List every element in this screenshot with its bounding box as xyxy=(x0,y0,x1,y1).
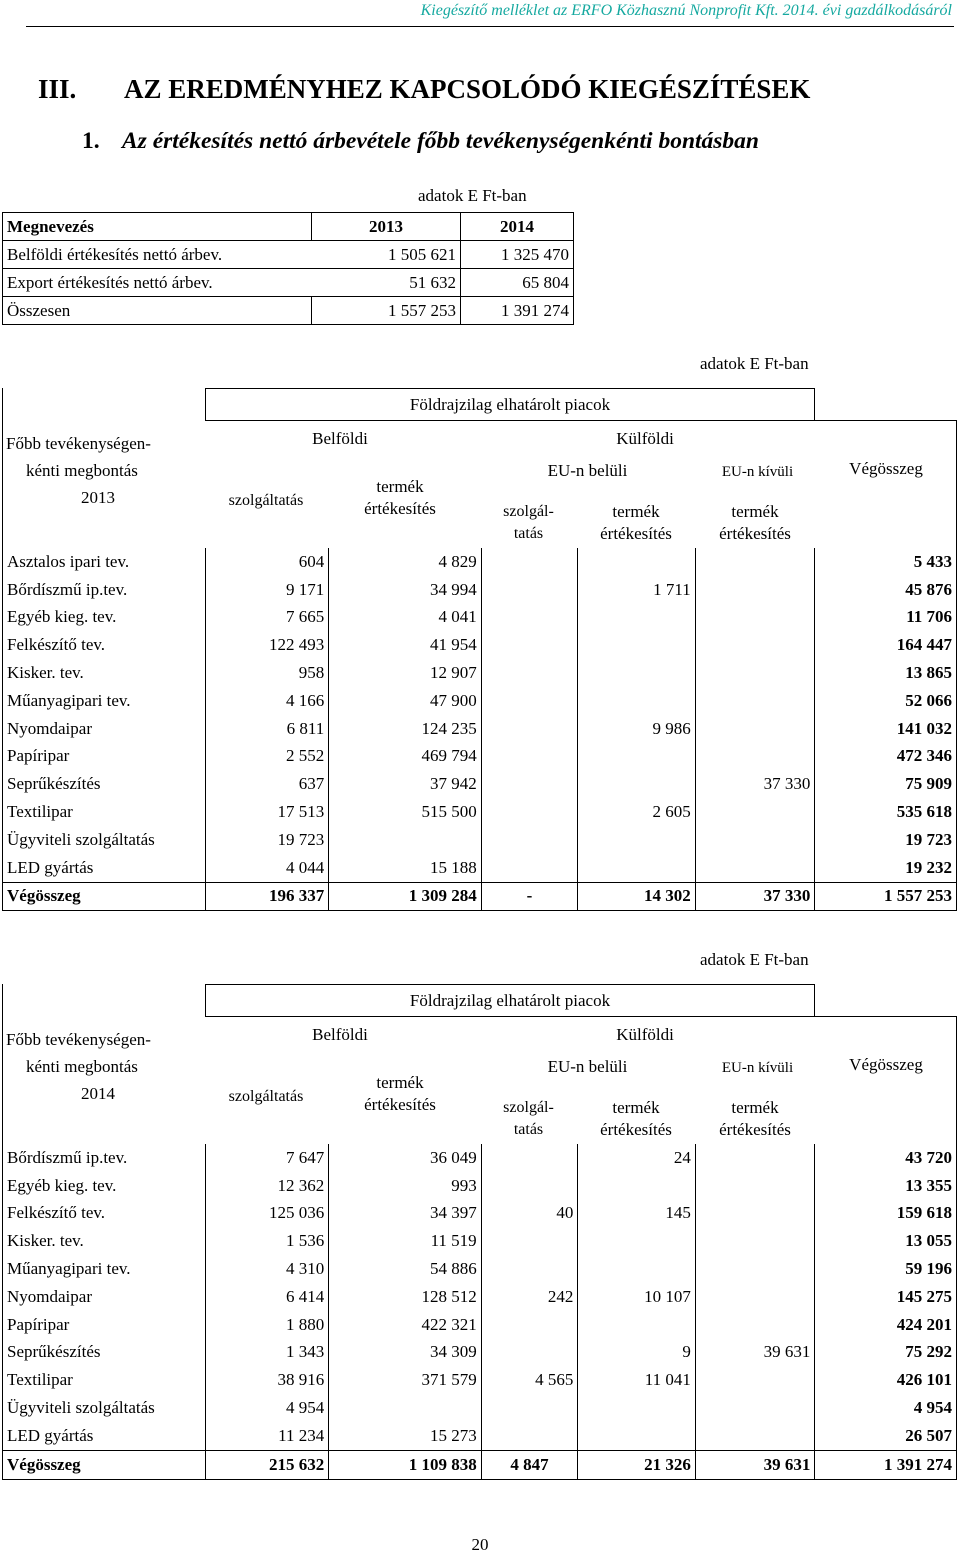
cell-value: 54 886 xyxy=(329,1255,481,1283)
cell-value: 4 166 xyxy=(205,687,329,715)
cell-value xyxy=(695,1172,815,1200)
cell-value xyxy=(481,548,577,576)
row-label: Textilipar xyxy=(3,798,206,826)
cell-value: 1 343 xyxy=(205,1339,329,1367)
foreign-heading: Külföldi xyxy=(616,1025,674,1044)
cell-value: 159 618 xyxy=(815,1200,957,1228)
table-row xyxy=(3,1172,957,1200)
cell-value: 2 605 xyxy=(578,798,696,826)
cell-value: 6 811 xyxy=(205,715,329,743)
cell-value: 52 066 xyxy=(815,687,957,715)
row-label: LED gyártás xyxy=(3,1422,206,1450)
total-value: 196 337 xyxy=(205,882,329,911)
header-rule xyxy=(26,26,954,27)
cell-value: 43 720 xyxy=(815,1144,957,1172)
product-sales-heading: termék értékesítés xyxy=(364,1073,436,1114)
cell-value: 24 xyxy=(578,1144,696,1172)
table-row xyxy=(3,1422,957,1450)
cell-value: 371 579 xyxy=(329,1366,481,1394)
cell-value xyxy=(578,1255,696,1283)
cell-value: 604 xyxy=(205,548,329,576)
eu-inside-heading: EU-n belüli xyxy=(547,461,628,480)
cell-value xyxy=(481,826,577,854)
row-label: Felkészítő tev. xyxy=(3,631,206,659)
cell-value: 637 xyxy=(205,770,329,798)
cell-value: 75 292 xyxy=(815,1339,957,1367)
service-heading: szolgáltatás xyxy=(228,1088,304,1105)
cell-value xyxy=(481,576,577,604)
summary-value: 1 391 274 xyxy=(461,297,574,325)
row-label: Egyéb kieg. tev. xyxy=(3,1172,206,1200)
product-sales-heading: termék értékesítés xyxy=(364,477,436,518)
table-row xyxy=(3,604,957,632)
table-row xyxy=(3,854,957,882)
cell-value: 4 829 xyxy=(329,548,481,576)
row-label: Felkészítő tev. xyxy=(3,1200,206,1228)
cell-value: 958 xyxy=(205,659,329,687)
table-row xyxy=(3,576,957,604)
total-value: 14 302 xyxy=(578,882,696,911)
product-sales-heading: termék értékesítés xyxy=(719,1098,791,1139)
unit-note: adatok E Ft-ban xyxy=(700,354,809,373)
summary-header-row xyxy=(3,213,574,241)
eu-outside-heading: EU-n kívüli xyxy=(721,464,794,480)
summary-label: Export értékesítés nettó árbev. xyxy=(3,269,312,297)
total-label: Végösszeg xyxy=(3,882,206,911)
cell-value: 40 xyxy=(481,1200,578,1228)
subsection-number: 1. xyxy=(82,128,100,154)
breakdown-table xyxy=(2,548,957,911)
product-sales-heading: termék értékesítés xyxy=(600,1098,672,1139)
cell-value: 12 907 xyxy=(329,659,481,687)
summary-value: 1 325 470 xyxy=(461,241,574,269)
cell-value: 145 xyxy=(578,1200,696,1228)
cell-value xyxy=(481,687,577,715)
unit-note: adatok E Ft-ban xyxy=(700,950,809,969)
table-row xyxy=(3,826,957,854)
product-sales-heading: termék értékesítés xyxy=(600,502,672,543)
cell-value xyxy=(578,659,696,687)
domestic-heading: Belföldi xyxy=(312,1025,368,1044)
cell-value xyxy=(695,1366,815,1394)
cell-value: 11 519 xyxy=(329,1227,481,1255)
summary-value: 51 632 xyxy=(312,269,461,297)
cell-value xyxy=(481,1227,578,1255)
table-row xyxy=(3,1200,957,1228)
cell-value: 993 xyxy=(329,1172,481,1200)
cell-value xyxy=(695,604,815,632)
table-row xyxy=(3,659,957,687)
geo-markets-heading: Földrajzilag elhatárolt piacok xyxy=(409,395,611,414)
cell-value: 469 794 xyxy=(329,743,481,771)
cell-value: 36 049 xyxy=(329,1144,481,1172)
cell-value xyxy=(481,743,577,771)
cell-value: 122 493 xyxy=(205,631,329,659)
cell-value: 15 188 xyxy=(329,854,481,882)
cell-value: 242 xyxy=(481,1283,578,1311)
cell-value: 7 647 xyxy=(205,1144,329,1172)
cell-value xyxy=(578,687,696,715)
cell-value: 4 041 xyxy=(329,604,481,632)
eu-inside-heading: EU-n belüli xyxy=(547,1057,628,1076)
table-row xyxy=(3,1311,957,1339)
cell-value: 4 565 xyxy=(481,1366,578,1394)
cell-value xyxy=(481,1422,578,1450)
cell-value xyxy=(578,604,696,632)
summary-row xyxy=(3,269,574,297)
summary-value: 1 557 253 xyxy=(312,297,461,325)
row-label: Bőrdíszmű ip.tev. xyxy=(3,1144,206,1172)
row-label: Nyomdaipar xyxy=(3,715,206,743)
row-label: Ügyviteli szolgáltatás xyxy=(3,1394,206,1422)
row-label: Nyomdaipar xyxy=(3,1283,206,1311)
subsection-heading xyxy=(82,128,759,155)
row-label: Műanyagipari tev. xyxy=(3,687,206,715)
row-label: Kisker. tev. xyxy=(3,1227,206,1255)
cell-value xyxy=(695,576,815,604)
cell-value: 13 355 xyxy=(815,1172,957,1200)
cell-value xyxy=(481,854,577,882)
summary-unit-note: adatok E Ft-ban xyxy=(418,186,527,205)
service-heading: szolgáltatás xyxy=(228,492,304,509)
cell-value xyxy=(481,1144,578,1172)
total-value: 1 309 284 xyxy=(329,882,481,911)
cell-value xyxy=(481,1172,578,1200)
table-row xyxy=(3,1283,957,1311)
row-label: Egyéb kieg. tev. xyxy=(3,604,206,632)
cell-value xyxy=(481,1394,578,1422)
cell-value: 1 880 xyxy=(205,1311,329,1339)
cell-value xyxy=(578,826,696,854)
page-number: 20 xyxy=(471,1535,489,1554)
summary-value: 1 505 621 xyxy=(312,241,461,269)
cell-value: 10 107 xyxy=(578,1283,696,1311)
cell-value: 13 055 xyxy=(815,1227,957,1255)
cell-value xyxy=(695,1394,815,1422)
cell-value: 4 954 xyxy=(815,1394,957,1422)
cell-value: 2 552 xyxy=(205,743,329,771)
total-value: 1 557 253 xyxy=(815,882,957,911)
section-title: AZ EREDMÉNYHEZ KAPCSOLÓDÓ KIEGÉSZÍTÉSEK xyxy=(124,74,811,104)
cell-value: 34 397 xyxy=(329,1200,481,1228)
domestic-heading: Belföldi xyxy=(312,429,368,448)
cell-value: 19 232 xyxy=(815,854,957,882)
cell-value xyxy=(481,631,577,659)
cell-value: 15 273 xyxy=(329,1422,481,1450)
total-value: 39 631 xyxy=(695,1450,815,1479)
grand-total-heading: Végösszeg xyxy=(849,1055,923,1074)
table-row xyxy=(3,1394,957,1422)
cell-value: 38 916 xyxy=(205,1366,329,1394)
cell-value: 17 513 xyxy=(205,798,329,826)
cell-value: 164 447 xyxy=(815,631,957,659)
table-row xyxy=(3,770,957,798)
row-label: Kisker. tev. xyxy=(3,659,206,687)
subsection-title: Az értékesítés nettó árbevétele főbb tevékenységenkénti bontásban xyxy=(122,128,760,154)
row-label: Papíripar xyxy=(3,1311,206,1339)
cell-value: 11 041 xyxy=(578,1366,696,1394)
cell-value: 1 536 xyxy=(205,1227,329,1255)
total-value: 4 847 xyxy=(481,1450,578,1479)
cell-value: 145 275 xyxy=(815,1283,957,1311)
cell-value: 125 036 xyxy=(205,1200,329,1228)
total-value: - xyxy=(481,882,577,911)
product-sales-heading: termék értékesítés xyxy=(719,502,791,543)
cell-value: 12 362 xyxy=(205,1172,329,1200)
summary-row xyxy=(3,241,574,269)
table-row xyxy=(3,743,957,771)
cell-value: 34 994 xyxy=(329,576,481,604)
cell-value xyxy=(695,798,815,826)
summary-label: Belföldi értékesítés nettó árbev. xyxy=(3,241,312,269)
breakdown-table xyxy=(2,1144,957,1480)
table-row xyxy=(3,548,957,576)
row-label: Seprűkészítés xyxy=(3,1339,206,1367)
summary-header-cell: 2013 xyxy=(312,213,461,241)
total-row xyxy=(3,882,957,911)
cell-value xyxy=(578,743,696,771)
section-number: III. xyxy=(38,74,77,104)
cell-value xyxy=(578,1311,696,1339)
cell-value xyxy=(695,548,815,576)
cell-value: 37 942 xyxy=(329,770,481,798)
table-row xyxy=(3,1255,957,1283)
cell-value xyxy=(695,687,815,715)
cell-value xyxy=(695,1255,815,1283)
cell-value xyxy=(578,854,696,882)
section-heading xyxy=(38,74,810,105)
total-value: 37 330 xyxy=(695,882,815,911)
cell-value xyxy=(695,743,815,771)
running-header: Kiegészítő melléklet az ERFO Közhasznú Nonprofit Kft. 2014. évi gazdálkodásáról xyxy=(420,2,952,19)
cell-value: 4 954 xyxy=(205,1394,329,1422)
table-row xyxy=(3,798,957,826)
table-row xyxy=(3,715,957,743)
total-value: 21 326 xyxy=(578,1450,696,1479)
cell-value xyxy=(695,1283,815,1311)
cell-value xyxy=(695,826,815,854)
cell-value: 141 032 xyxy=(815,715,957,743)
cell-value xyxy=(329,1394,481,1422)
cell-value: 9 986 xyxy=(578,715,696,743)
table-row xyxy=(3,1339,957,1367)
row-label: Műanyagipari tev. xyxy=(3,1255,206,1283)
total-label: Végösszeg xyxy=(3,1450,206,1479)
summary-header-cell: Megnevezés xyxy=(3,213,312,241)
cell-value xyxy=(695,659,815,687)
cell-value: 39 631 xyxy=(695,1339,815,1367)
cell-value: 13 865 xyxy=(815,659,957,687)
cell-value xyxy=(695,1144,815,1172)
cell-value xyxy=(481,604,577,632)
table-row xyxy=(3,1366,957,1394)
cell-value xyxy=(695,631,815,659)
cell-value xyxy=(481,659,577,687)
cell-value: 422 321 xyxy=(329,1311,481,1339)
summary-table xyxy=(2,212,574,325)
cell-value xyxy=(578,1422,696,1450)
activity-breakdown-heading: Főbb tevékenységen- kénti megbontás 2013 xyxy=(6,434,151,507)
geo-markets-heading: Földrajzilag elhatárolt piacok xyxy=(409,991,611,1010)
cell-value xyxy=(329,826,481,854)
cell-value: 4 310 xyxy=(205,1255,329,1283)
cell-value xyxy=(695,1422,815,1450)
foreign-heading: Külföldi xyxy=(616,429,674,448)
summary-label: Összesen xyxy=(3,297,312,325)
cell-value: 11 706 xyxy=(815,604,957,632)
cell-value: 34 309 xyxy=(329,1339,481,1367)
total-value: 215 632 xyxy=(205,1450,329,1479)
table-row xyxy=(3,1227,957,1255)
summary-value: 65 804 xyxy=(461,269,574,297)
cell-value: 19 723 xyxy=(815,826,957,854)
eu-outside-heading: EU-n kívüli xyxy=(721,1060,794,1076)
total-row xyxy=(3,1450,957,1479)
cell-value xyxy=(578,1227,696,1255)
cell-value: 19 723 xyxy=(205,826,329,854)
cell-value: 128 512 xyxy=(329,1283,481,1311)
summary-header-cell: 2014 xyxy=(461,213,574,241)
total-value: 1 391 274 xyxy=(815,1450,957,1479)
cell-value: 424 201 xyxy=(815,1311,957,1339)
cell-value xyxy=(481,1255,578,1283)
table-row xyxy=(3,687,957,715)
cell-value xyxy=(578,1172,696,1200)
cell-value xyxy=(578,631,696,659)
cell-value: 535 618 xyxy=(815,798,957,826)
row-label: Papíripar xyxy=(3,743,206,771)
cell-value: 9 171 xyxy=(205,576,329,604)
cell-value xyxy=(578,770,696,798)
row-label: Textilipar xyxy=(3,1366,206,1394)
cell-value xyxy=(695,1311,815,1339)
cell-value: 7 665 xyxy=(205,604,329,632)
row-label: LED gyártás xyxy=(3,854,206,882)
cell-value xyxy=(481,770,577,798)
cell-value: 26 507 xyxy=(815,1422,957,1450)
cell-value: 124 235 xyxy=(329,715,481,743)
cell-value: 45 876 xyxy=(815,576,957,604)
row-label: Ügyviteli szolgáltatás xyxy=(3,826,206,854)
service-heading-split: szolgál- tatás xyxy=(503,1099,554,1138)
cell-value: 6 414 xyxy=(205,1283,329,1311)
cell-value: 75 909 xyxy=(815,770,957,798)
cell-value: 4 044 xyxy=(205,854,329,882)
row-label: Seprűkészítés xyxy=(3,770,206,798)
cell-value xyxy=(481,1311,578,1339)
cell-value: 5 433 xyxy=(815,548,957,576)
cell-value: 41 954 xyxy=(329,631,481,659)
activity-breakdown-heading: Főbb tevékenységen- kénti megbontás 2014 xyxy=(6,1030,151,1103)
row-label: Bőrdíszmű ip.tev. xyxy=(3,576,206,604)
cell-value: 472 346 xyxy=(815,743,957,771)
cell-value xyxy=(695,854,815,882)
cell-value: 47 900 xyxy=(329,687,481,715)
table-row xyxy=(3,1144,957,1172)
cell-value: 515 500 xyxy=(329,798,481,826)
cell-value: 59 196 xyxy=(815,1255,957,1283)
cell-value xyxy=(695,715,815,743)
table-row xyxy=(3,631,957,659)
total-value: 1 109 838 xyxy=(329,1450,481,1479)
cell-value: 9 xyxy=(578,1339,696,1367)
cell-value: 426 101 xyxy=(815,1366,957,1394)
service-heading-split: szolgál- tatás xyxy=(503,503,554,542)
row-label: Asztalos ipari tev. xyxy=(3,548,206,576)
cell-value xyxy=(481,1339,578,1367)
cell-value xyxy=(481,798,577,826)
cell-value xyxy=(695,1227,815,1255)
cell-value xyxy=(481,715,577,743)
cell-value: 1 711 xyxy=(578,576,696,604)
cell-value xyxy=(695,1200,815,1228)
summary-row xyxy=(3,297,574,325)
cell-value: 11 234 xyxy=(205,1422,329,1450)
cell-value xyxy=(578,1394,696,1422)
grand-total-heading: Végösszeg xyxy=(849,459,923,478)
cell-value xyxy=(578,548,696,576)
cell-value: 37 330 xyxy=(695,770,815,798)
